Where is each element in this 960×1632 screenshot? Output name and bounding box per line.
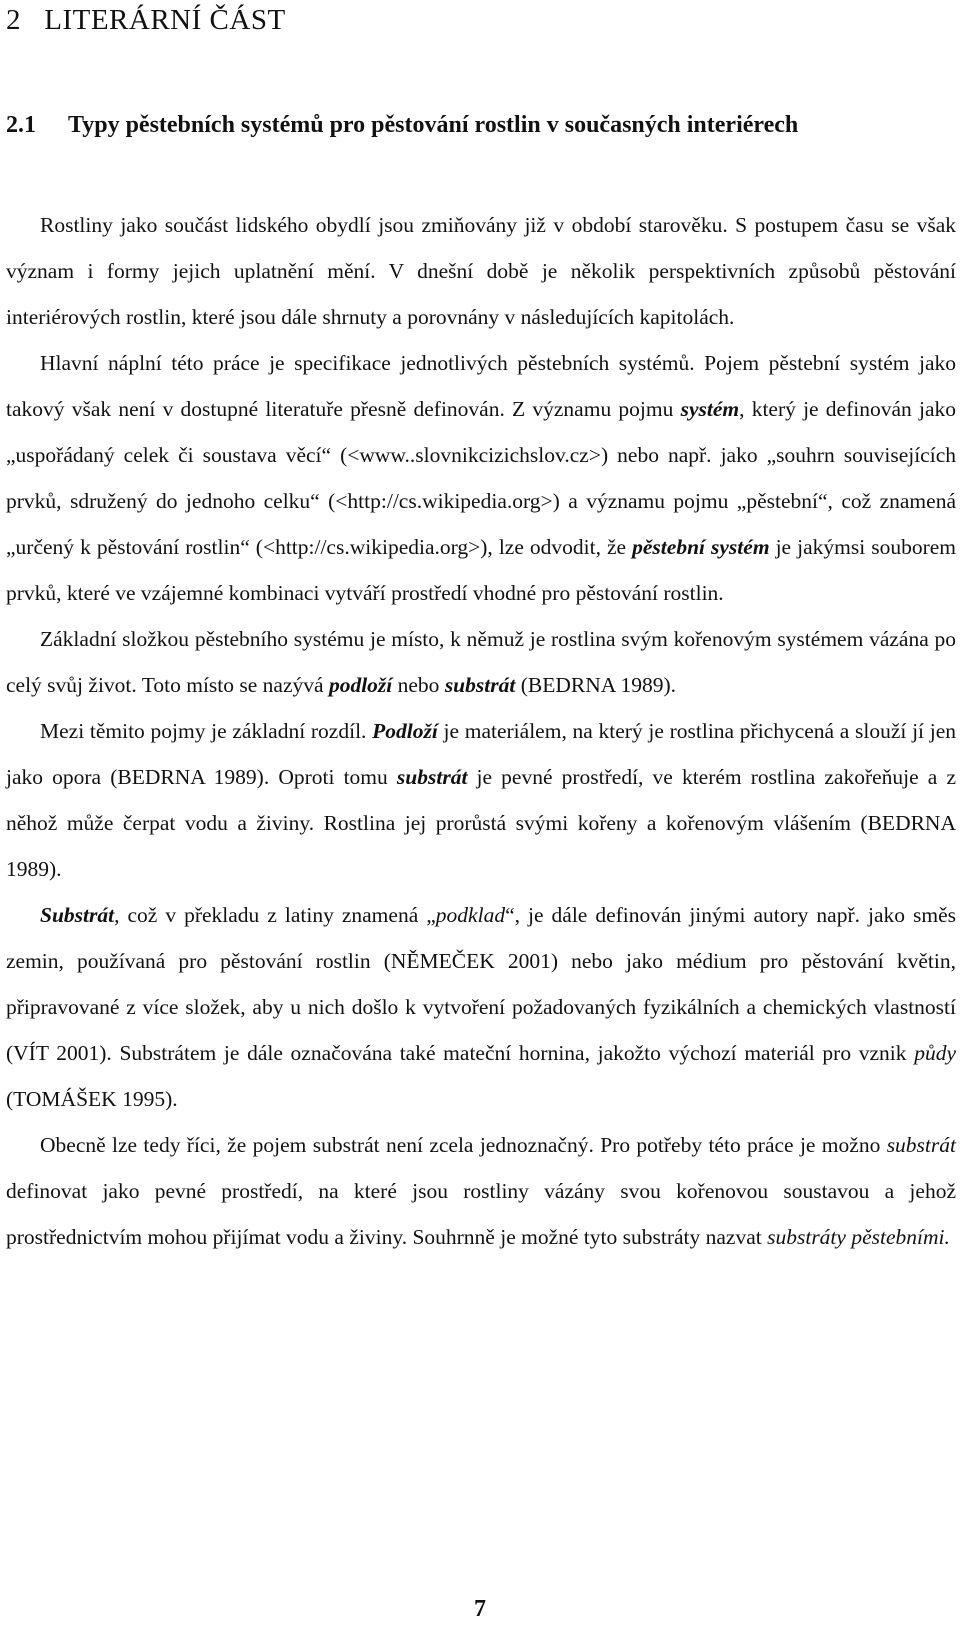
paragraph-text: Rostliny jako součást lidského obydlí jsou zmiňovány již v období starověku. S postupem času se však význam i formy jejich uplatnění mění. V dnešní době je několik perspektivních způsobů pěstování interiérových rostlin, které jsou dále shrnuty a porovnány v následujících kapitolách. <box>6 213 956 329</box>
paragraph-text: je materiálem, na který je rostlina přichycená a slouží jí jen jako opora (BEDRNA 1989). Oproti tomu <box>6 719 956 789</box>
emphasis-term: Substrát <box>40 903 115 927</box>
paragraph-text: nebo <box>392 673 445 697</box>
paragraph-text: je jakýmsi souborem prvků, které ve vzájemné kombinaci vytváří prostředí vhodné pro pěstování rostlin. <box>6 535 957 605</box>
emphasis-term: podloží <box>328 673 393 697</box>
paragraph-text: definovat jako pevné prostředí, na které jsou rostliny vázány svou kořenovou soustavou a jehož prostřednictvím mohou přijímat vodu a živiny. Souhrnně je možné tyto substráty nazvat <box>6 1179 956 1249</box>
chapter-title: LITERÁRNÍ ČÁST <box>44 4 286 36</box>
paragraph-1 <box>6 202 956 340</box>
paragraph-text: Základní složkou pěstebního systému je místo, k němuž je rostlina svým kořenovým systémem vázána po celý svůj život. Toto místo se nazývá <box>6 627 956 697</box>
paragraph-text: , což v překladu z latiny znamená „ <box>114 903 436 927</box>
paragraph-text: je pevné prostředí, ve kterém rostlina zakořeňuje a z něhož může čerpat vodu a živiny. Rostlina jej prorůstá svými kořeny a kořenovým vlášením (BEDRNA 1989). <box>6 765 956 881</box>
body-text <box>6 202 956 1260</box>
paragraph-text: Mezi těmito pojmy je základní rozdíl. <box>40 719 373 743</box>
paragraph-text: , který je definován jako „uspořádaný celek či soustava věcí“ (<www..slovnikcizichslov.cz>) nebo např. jako „souhrn souvisejících prvků, sdružený do jednoho celku“ (<http://cs.wikipedia.org>) a významu pojmu „pěstební“, což znamená „určený k pěstování rostlin“ (<http://cs.wikipedia.org>), lze odvodit, že <box>6 397 956 559</box>
emphasis-term: Podloží <box>372 719 438 743</box>
paragraph-3 <box>6 616 956 708</box>
emphasis-term: systém <box>680 397 740 421</box>
paragraph-6 <box>6 1122 956 1260</box>
paragraph-text: Obecně lze tedy říci, že pojem substrát není zcela jednoznačný. Pro potřeby této práce je možno <box>40 1133 887 1157</box>
italic-term: substrát <box>886 1133 956 1157</box>
section-heading <box>6 112 798 139</box>
italic-term: podklad <box>435 903 506 927</box>
chapter-heading <box>6 4 286 37</box>
paragraph-4 <box>6 708 956 892</box>
chapter-number: 2 <box>6 4 21 36</box>
paragraph-5 <box>6 892 956 1122</box>
paragraph-text: (TOMÁŠEK 1995). <box>6 1087 178 1111</box>
emphasis-term: substrát <box>396 765 468 789</box>
emphasis-term: pěstební systém <box>632 535 770 559</box>
paragraph-text: “, je dále definován jinými autory např. jako směs zemin, používaná pro pěstování rostlin (NĚMEČEK 2001) nebo jako médium pro pěstování květin, připravované z více složek, aby u nich došlo k vytvoření požadovaných fyzikálních a chemických vlastností (VÍT 2001). Substrátem je dále označována také mateční hornina, jakožto výchozí materiál pro vznik <box>6 903 957 1065</box>
paragraph-text: (BEDRNA 1989). <box>515 673 676 697</box>
paragraph-text: Hlavní náplní této práce je specifikace jednotlivých pěstebních systémů. Pojem pěstební systém jako takový však není v dostupné literatuře přesně definován. Z významu pojmu <box>6 351 956 421</box>
section-title: Typy pěstebních systémů pro pěstování rostlin v současných interiérech <box>68 112 799 138</box>
italic-term: půdy <box>914 1041 956 1065</box>
page-number: 7 <box>474 1596 486 1622</box>
paragraph-2 <box>6 340 956 616</box>
section-number: 2.1 <box>6 112 36 138</box>
emphasis-term: substrát <box>444 673 516 697</box>
italic-term: substráty pěstebními. <box>767 1225 950 1249</box>
